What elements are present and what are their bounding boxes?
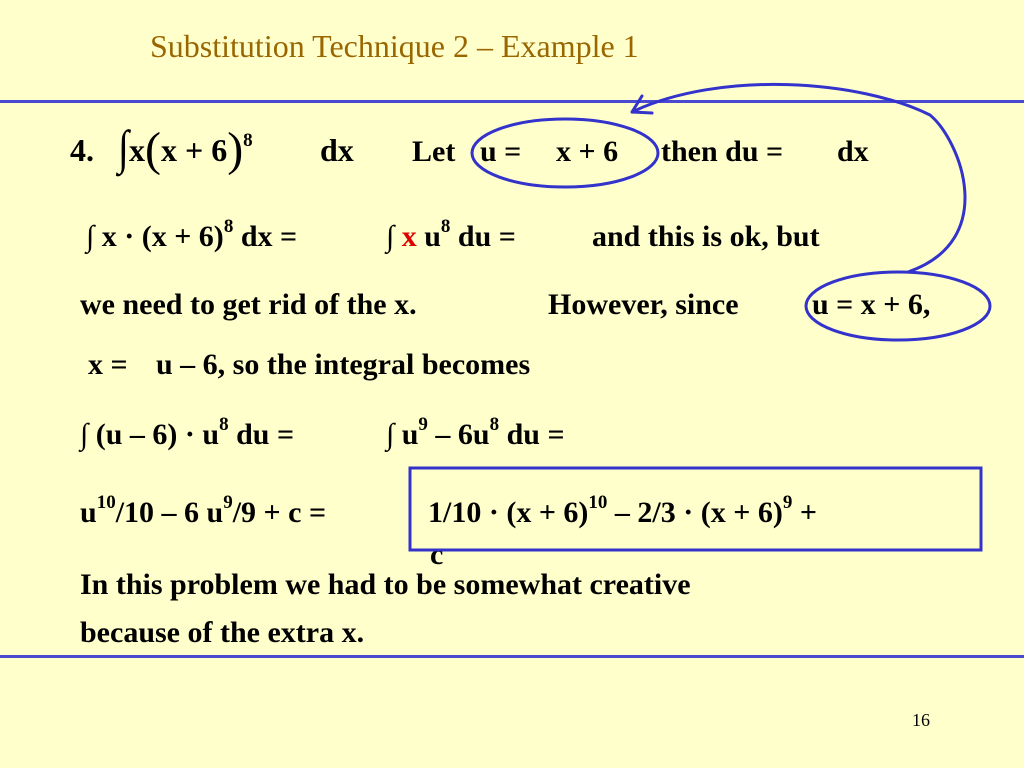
answer-part4: +	[792, 496, 817, 529]
line1-dx-eq: dx =	[233, 220, 298, 253]
line1-rhs	[386, 216, 516, 254]
line4-exp1: 8	[219, 414, 229, 435]
answer-exp2: 9	[782, 492, 793, 513]
line4-lhs	[80, 414, 295, 452]
line4-mid: – 6u	[427, 418, 490, 451]
answer-constant: c	[430, 538, 444, 571]
line5-u: u	[80, 496, 97, 529]
line3-x-eq: x =	[88, 348, 128, 381]
problem-dx: dx	[320, 132, 354, 168]
answer-exp1: 10	[588, 492, 608, 513]
line4-du-eq: du =	[228, 418, 295, 451]
top-divider	[0, 100, 1024, 103]
slide-title: Substitution Technique 2 – Example 1	[150, 28, 639, 64]
line1-exp: 8	[223, 216, 234, 237]
line2-u-eq: u = x + 6,	[812, 288, 931, 321]
bottom-divider	[0, 655, 1024, 658]
close-paren: )	[227, 123, 244, 176]
line4-rhs	[386, 414, 565, 452]
open-paren: (	[144, 123, 161, 176]
line1-red-x: x	[401, 220, 417, 253]
line4-u9: u	[394, 418, 419, 451]
integral-symbol: ∫	[386, 418, 395, 451]
line5-exp1: 10	[96, 492, 116, 513]
sub-expr: x + 6	[556, 135, 619, 168]
arrow-head	[632, 96, 652, 113]
problem-integral	[118, 118, 253, 176]
answer-part3: – 2/3 · (x + 6)	[607, 496, 783, 529]
conclusion-line2: because of the extra x.	[80, 616, 365, 649]
line4-du-eq2: du =	[499, 418, 565, 451]
sub-dx: dx	[837, 135, 869, 168]
line1-u: u	[416, 220, 441, 253]
page-number: 16	[912, 710, 930, 730]
inner-expression: x + 6	[160, 132, 228, 168]
sub-then: then du =	[661, 135, 784, 168]
sub-u-eq: u =	[480, 135, 522, 168]
line2-however: However, since	[548, 288, 739, 321]
exponent: 8	[243, 130, 253, 152]
line5-exp2: 9	[223, 492, 233, 513]
integral-symbol: ∫	[386, 220, 395, 253]
line5-lhs	[80, 492, 327, 530]
conclusion-line1: In this problem we had to be somewhat creative	[80, 568, 691, 601]
line5-answer	[428, 492, 817, 530]
line1-comment: and this is ok, but	[592, 220, 820, 253]
line4-part1: (u – 6) ·	[88, 418, 195, 451]
line3-rest: u – 6, so the integral becomes	[156, 348, 531, 381]
line1-u-exp: 8	[440, 216, 451, 237]
integral-symbol: ∫	[118, 120, 129, 175]
answer-part2: (x + 6)	[498, 496, 589, 529]
line5-part2: /9 + c =	[232, 496, 327, 529]
sub-let: Let	[412, 135, 456, 168]
problem-number: 4.	[70, 132, 94, 168]
line1-du-eq: du =	[450, 220, 516, 253]
line4-exp3: 8	[489, 414, 500, 435]
integral-symbol: ∫	[80, 418, 89, 451]
line1-integrand: x · (x + 6)	[101, 220, 224, 253]
line4-u: u	[194, 418, 220, 451]
answer-part1: 1/10 ·	[428, 496, 499, 529]
line2-text: we need to get rid of the x.	[80, 288, 417, 321]
integral-symbol: ∫	[86, 220, 95, 253]
integrand-x: x	[128, 132, 145, 168]
line5-part1: /10 – 6 u	[115, 496, 224, 529]
line4-exp2: 9	[418, 414, 428, 435]
line1-lhs	[86, 216, 298, 254]
